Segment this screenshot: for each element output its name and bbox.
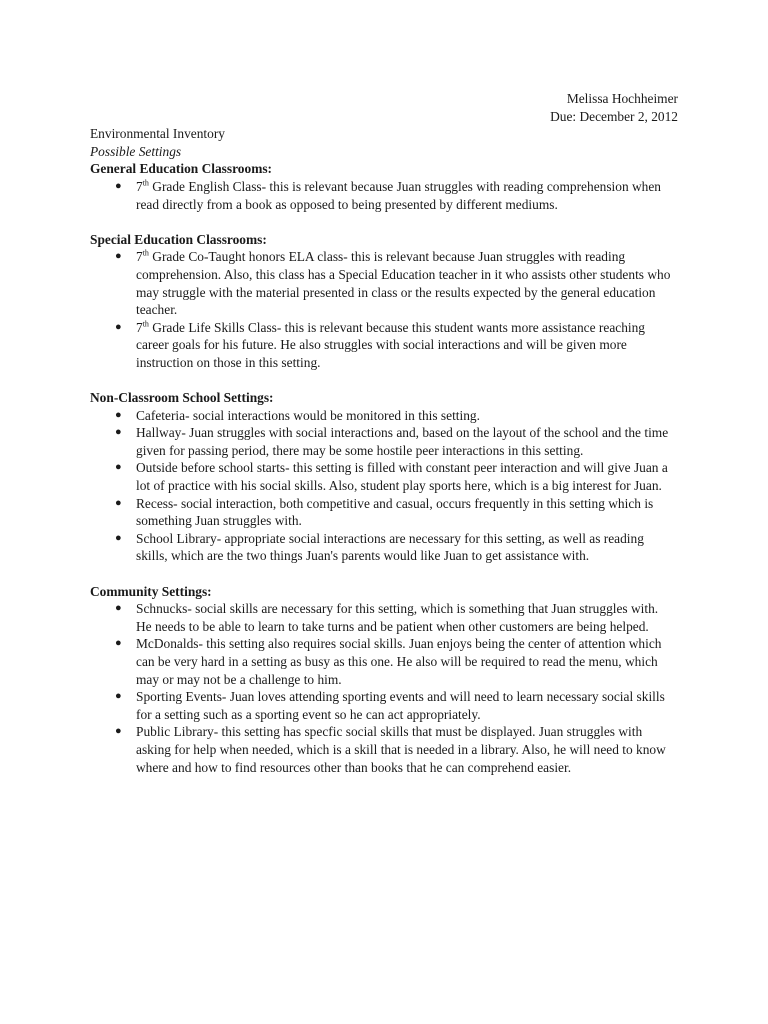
item-text: Outside before school starts- this setting is filled with constant peer interaction and will give Juan a lot of practice with his social skills. Also, student play sports here, which is a big interest for Juan. bbox=[136, 460, 668, 494]
item-text: Grade Life Skills Class- this is relevant because this student wants more assistance reaching career goals for his future. He also struggles with social interactions and will be given more instruction on those in this setting. bbox=[136, 319, 646, 370]
list-item bbox=[90, 459, 676, 494]
bullet-icon: ● bbox=[115, 320, 122, 333]
item-text: School Library- appropriate social interactions are necessary for this setting, as well as reading skills, which are the two things Juan's parents would like Juan to get assistance with. bbox=[136, 530, 644, 564]
list-item bbox=[90, 495, 676, 530]
grade-number: 7 bbox=[136, 319, 143, 335]
document-title: Environmental Inventory bbox=[90, 126, 225, 142]
section bbox=[90, 160, 690, 213]
bullet-icon: ● bbox=[115, 408, 122, 421]
author-name: Melissa Hochheimer bbox=[566, 91, 678, 106]
ordinal-suffix: th bbox=[142, 319, 149, 329]
ordinal-suffix: th bbox=[142, 248, 149, 258]
list-item bbox=[90, 319, 676, 372]
list-item bbox=[90, 424, 676, 459]
bullet-icon: ● bbox=[115, 461, 122, 474]
item-text: Grade Co-Taught honors ELA class- this is relevant because Juan struggles with reading comprehension. Also, this class has a Special Education teacher in it who assists other students who may struggle with the material presented in class or the results expected by the general education teacher. bbox=[136, 249, 671, 318]
ordinal-suffix: th bbox=[142, 178, 149, 188]
bullet-icon: ● bbox=[115, 496, 122, 509]
bullet-icon: ● bbox=[115, 602, 122, 615]
section bbox=[90, 389, 690, 565]
list-item bbox=[90, 407, 676, 425]
section-heading: General Education Classrooms: bbox=[90, 161, 273, 177]
item-text: Public Library- this setting has specfic social skills that must be displayed. Juan struggles with asking for help when needed, which is a skill that is needed in a library. Also, he will need to know where and how to find resources other than books that he can comprehend easier. bbox=[136, 724, 666, 775]
list-item bbox=[90, 635, 676, 688]
section-heading: Non-Classroom School Settings: bbox=[90, 390, 274, 406]
section bbox=[90, 583, 690, 777]
item-text: Cafeteria- social interactions would be monitored in this setting. bbox=[136, 407, 480, 423]
grade-number: 7 bbox=[136, 178, 143, 194]
bullet-list bbox=[90, 407, 690, 565]
bullet-list bbox=[90, 600, 690, 776]
bullet-icon: ● bbox=[115, 426, 122, 439]
sections-container bbox=[90, 160, 690, 776]
item-text: Sporting Events- Juan loves attending sporting events and will need to learn necessary social skills for a setting such as a sporting event so he can act appropriately. bbox=[136, 689, 665, 722]
document-page bbox=[90, 90, 690, 776]
list-item bbox=[90, 723, 676, 776]
document-subtitle: Possible Settings bbox=[90, 143, 182, 159]
item-text: Hallway- Juan struggles with social interactions and, based on the layout of the school and the time given for passing period, there may be some hostile peer interactions in this setting. bbox=[136, 425, 669, 458]
bullet-list bbox=[90, 248, 690, 371]
bullet-icon: ● bbox=[115, 690, 122, 703]
due-date: Due: December 2, 2012 bbox=[550, 108, 678, 124]
list-item bbox=[90, 530, 676, 565]
section bbox=[90, 231, 690, 372]
bullet-icon: ● bbox=[115, 531, 122, 544]
bullet-icon: ● bbox=[115, 637, 122, 650]
list-item bbox=[90, 600, 676, 635]
section-heading: Community Settings: bbox=[90, 583, 212, 599]
bullet-icon: ● bbox=[115, 250, 122, 263]
item-text: Schnucks- social skills are necessary for this setting, which is something that Juan struggles with. He needs to be able to learn to take turns and be patient when other customers are being helped. bbox=[136, 601, 659, 634]
list-item bbox=[90, 178, 676, 213]
grade-number: 7 bbox=[136, 249, 143, 265]
item-text: Grade English Class- this is relevant because Juan struggles with reading comprehension when read directly from a book as opposed to being presented by different mediums. bbox=[136, 178, 662, 212]
list-item bbox=[90, 688, 676, 723]
list-item bbox=[90, 248, 676, 318]
item-text: McDonalds- this setting also requires social skills. Juan enjoys being the center of attention which can be very hard in a setting as busy as this one. He also will be required to read the menu, which may or may not be a challenge to him. bbox=[136, 636, 662, 687]
bullet-list bbox=[90, 178, 690, 213]
bullet-icon: ● bbox=[115, 179, 122, 192]
bullet-icon: ● bbox=[115, 725, 122, 738]
section-heading: Special Education Classrooms: bbox=[90, 231, 267, 247]
item-text: Recess- social interaction, both competitive and casual, occurs frequently in this setting which is something Juan struggles with. bbox=[136, 495, 654, 529]
document-header bbox=[90, 90, 678, 125]
